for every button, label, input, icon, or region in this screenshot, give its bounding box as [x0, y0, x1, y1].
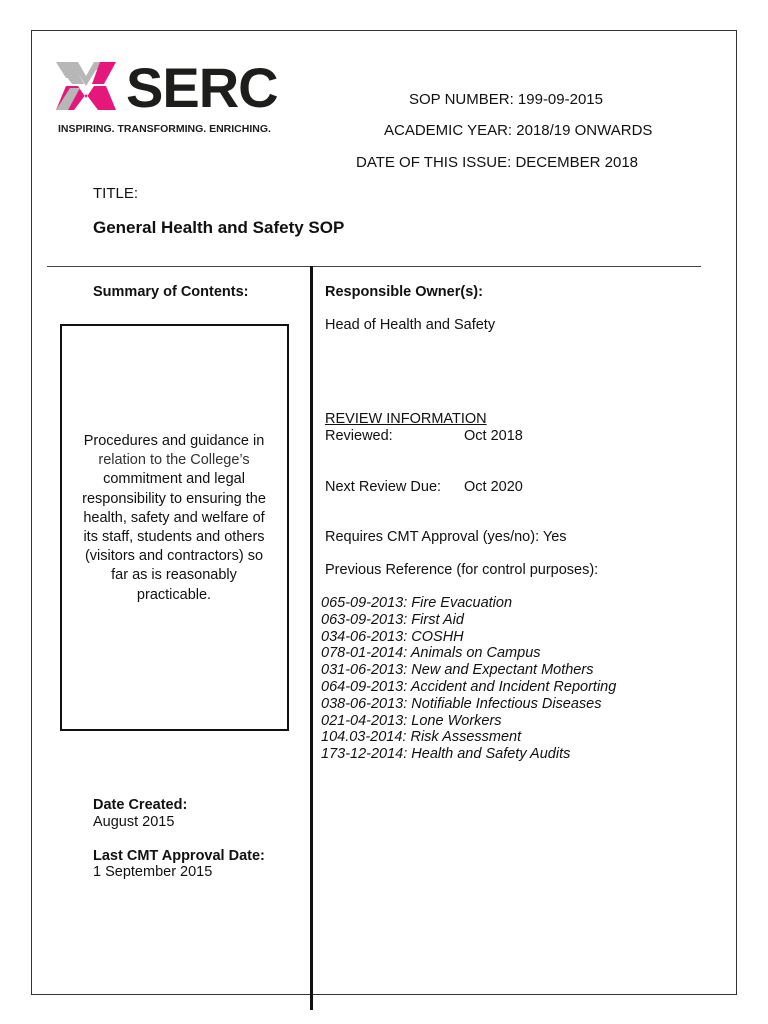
list-item: 173-12-2014: Health and Safety Audits	[321, 746, 571, 763]
title-label: TITLE:	[93, 185, 139, 202]
column-divider	[310, 266, 313, 1010]
summary-line: far as is reasonably	[111, 567, 237, 584]
list-item: 064-09-2013: Accident and Incident Reporting	[321, 678, 617, 695]
reviewed-value: Oct 2018	[464, 428, 523, 444]
summary-line: (visitors and contractors) so	[84, 548, 264, 565]
sop-number: SOP NUMBER: 199-09-2015	[409, 91, 603, 108]
owner-value: Head of Health and Safety	[325, 317, 496, 333]
list-item: 038-06-2013: Notifiable Infectious Diseases	[321, 695, 602, 712]
list-item: 063-09-2013: First Aid	[321, 611, 464, 628]
cmt-approval-label: Last CMT Approval Date:	[93, 848, 265, 864]
list-item: 034-06-2013: COSHH	[321, 628, 464, 645]
summary-line: responsibility to ensuring the	[82, 490, 266, 507]
header-divider	[47, 266, 701, 267]
next-review-value: Oct 2020	[464, 479, 523, 495]
page-title: General Health and Safety SOP	[93, 218, 345, 237]
list-item: 104.03-2014: Risk Assessment	[321, 729, 522, 746]
cmt-approval-date: 1 September 2015	[93, 864, 213, 880]
academic-year: ACADEMIC YEAR: 2018/19 ONWARDS	[384, 122, 653, 139]
summary-line: Procedures and guidance in	[83, 433, 265, 449]
list-item: 031-06-2013: New and Expectant Mothers	[321, 662, 594, 679]
review-heading: REVIEW INFORMATION	[325, 411, 487, 427]
summary-line: health, safety and welfare of	[83, 509, 265, 526]
list-item: 078-01-2014: Animals on Campus	[321, 645, 541, 662]
reviewed-label: Reviewed:	[325, 428, 393, 444]
list-item: 065-09-2013: Fire Evacuation	[321, 595, 513, 611]
list-item: 021-04-2013: Lone Workers	[321, 712, 502, 729]
cmt-required: Requires CMT Approval (yes/no): Yes	[325, 529, 567, 545]
serc-logo-mark-icon	[54, 56, 118, 116]
summary-heading: Summary of Contents:	[93, 284, 249, 300]
summary-line: commitment and legal	[103, 471, 245, 488]
summary-line: its staff, students and others	[83, 529, 265, 546]
logo-wordmark: SERC	[126, 56, 278, 119]
owner-heading: Responsible Owner(s):	[325, 284, 483, 300]
summary-line: relation to the College’s	[98, 452, 250, 469]
next-review-label: Next Review Due:	[325, 479, 442, 495]
date-created-label: Date Created:	[93, 797, 188, 813]
previous-ref-label: Previous Reference (for control purposes):	[325, 562, 599, 578]
logo-tagline: INSPIRING. TRANSFORMING. ENRICHING.	[58, 123, 271, 135]
date-created-value: August 2015	[93, 814, 175, 830]
previous-ref-list	[321, 595, 616, 763]
summary-line: practicable.	[136, 586, 212, 603]
serc-logo	[54, 56, 278, 136]
issue-date: DATE OF THIS ISSUE: DECEMBER 2018	[356, 154, 639, 171]
summary-text	[68, 432, 280, 605]
